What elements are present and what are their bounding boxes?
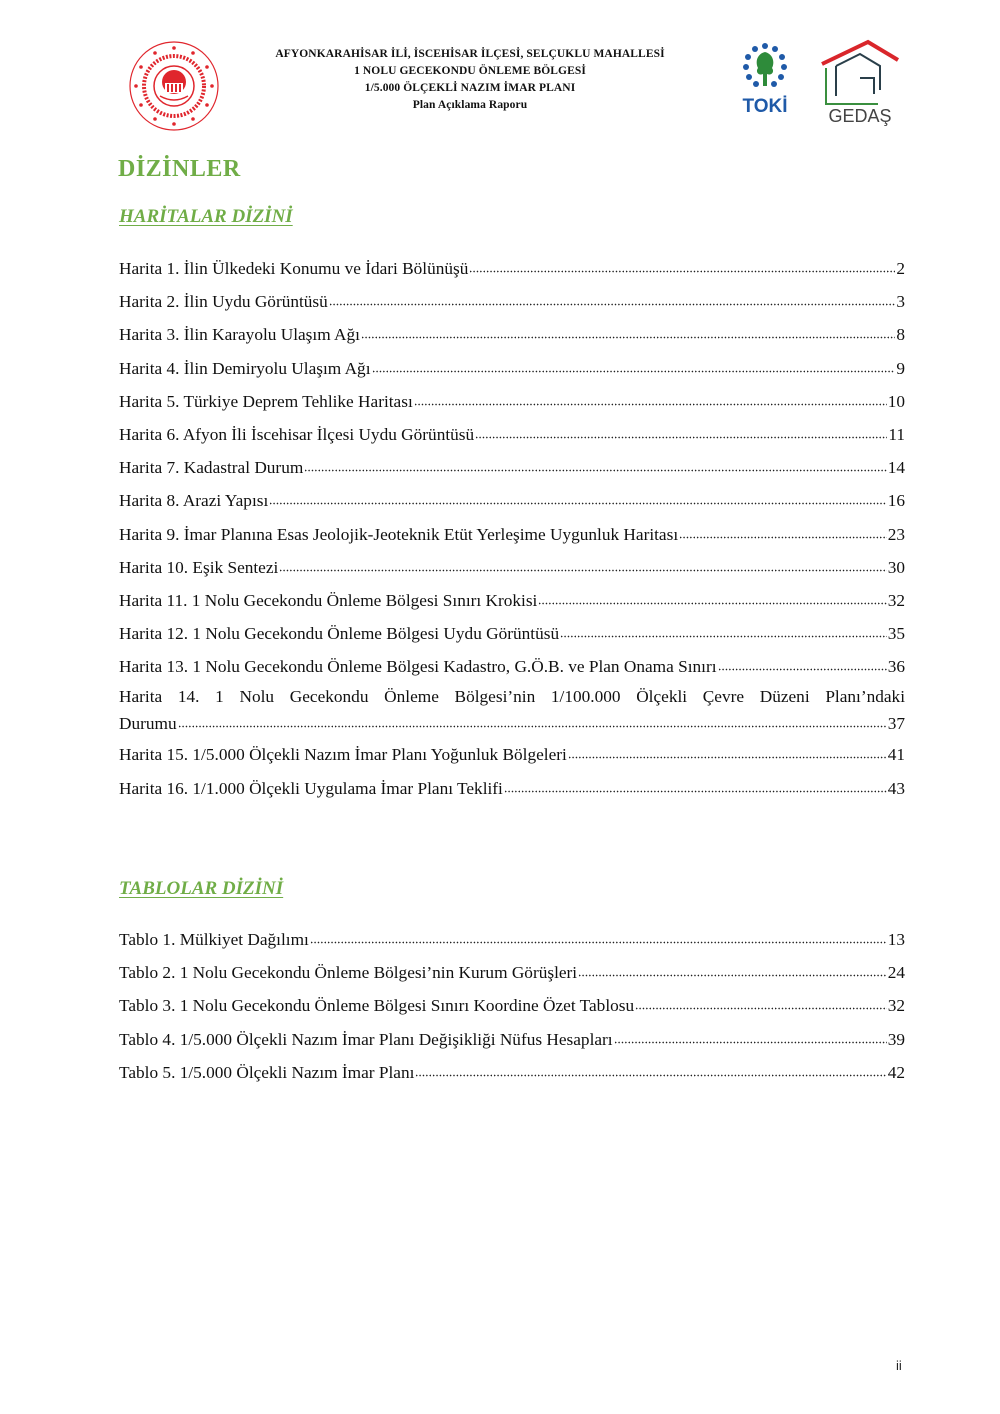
toc-entry-label: Harita 4. İlin Demiryolu Ulaşım Ağı — [119, 358, 371, 378]
dot-leader — [304, 456, 886, 476]
toc-entry-page: 24 — [887, 963, 905, 983]
dot-leader — [329, 290, 896, 310]
toc-entry-label: Harita 9. İmar Planına Esas Jeolojik-Jeoteknik Etüt Yerleşime Uygunluk Haritası — [119, 524, 679, 544]
toc-entry-label: Tablo 2. 1 Nolu Gecekondu Önleme Bölgesi’nin Kurum Görüşleri — [119, 963, 578, 983]
tables-index-list — [119, 925, 905, 1091]
toc-entry-label-continued: Durumu — [119, 714, 177, 734]
header-line-plan: 1/5.000 ÖLÇEKLİ NAZIM İMAR PLANI — [364, 82, 576, 94]
toc-entry-page: 35 — [887, 624, 905, 644]
toc-entry-label: Tablo 3. 1 Nolu Gecekondu Önleme Bölgesi Sınırı Koordine Özet Tablosu — [119, 996, 635, 1016]
toc-entry-page: 43 — [887, 778, 905, 798]
toc-entry-label: Harita 10. Eşik Sentezi — [119, 557, 279, 577]
toc-entry-label: Harita 6. Afyon İli İscehisar İlçesi Uydu Görüntüsü — [119, 424, 475, 444]
dot-leader — [568, 743, 887, 763]
tables-index-heading: TABLOLAR DİZİNİ — [119, 878, 284, 899]
toc-entry[interactable] — [119, 387, 905, 420]
dot-leader — [538, 589, 886, 609]
dot-leader — [718, 655, 887, 675]
toc-entry-label: Harita 15. 1/5.000 Ölçekli Nazım İmar Planı Yoğunluk Bölgeleri — [119, 745, 567, 765]
toc-entry-page: 8 — [896, 325, 905, 345]
toc-entry-label: Harita 2. İlin Uydu Görüntüsü — [119, 292, 328, 312]
dot-leader — [469, 257, 895, 277]
toc-entry-page: 36 — [887, 657, 905, 677]
toc-entry[interactable] — [119, 486, 905, 519]
header-line-report: Plan Açıklama Raporu — [412, 99, 528, 111]
toc-entry-label: Harita 8. Arazi Yapısı — [119, 491, 269, 511]
dot-leader — [504, 777, 887, 797]
toc-entry-page: 16 — [887, 491, 905, 511]
toc-entry-label: Harita 3. İlin Karayolu Ulaşım Ağı — [119, 325, 360, 345]
toc-entry-page: 41 — [887, 745, 905, 765]
toc-entry[interactable] — [119, 925, 905, 958]
dot-leader — [415, 1061, 886, 1081]
maps-index-list — [119, 254, 905, 807]
dot-leader — [614, 1028, 887, 1048]
toc-entry-label: Harita 16. 1/1.000 Ölçekli Uygulama İmar Planı Teklifi — [119, 778, 503, 798]
dot-leader — [578, 961, 887, 981]
toc-entry[interactable] — [119, 1025, 905, 1058]
toc-entry[interactable] — [119, 619, 905, 652]
dot-leader — [178, 712, 887, 732]
toc-entry-page: 13 — [887, 930, 905, 949]
toc-entry-page: 42 — [887, 1062, 905, 1082]
dot-leader — [475, 423, 887, 443]
maps-index-heading: HARİTALAR DİZİNİ — [119, 206, 293, 227]
toc-entry-page: 2 — [896, 259, 905, 278]
toc-entry-page: 39 — [887, 1029, 905, 1049]
dot-leader — [635, 994, 887, 1014]
toc-entry-page: 30 — [887, 557, 905, 577]
toc-entry[interactable] — [119, 287, 905, 320]
dot-leader — [279, 556, 886, 576]
dot-leader — [414, 390, 887, 410]
toc-entry[interactable] — [119, 354, 905, 387]
dot-leader — [560, 622, 887, 642]
toc-entry[interactable] — [119, 586, 905, 619]
toc-entry[interactable] — [119, 320, 905, 353]
page-header — [0, 0, 1000, 140]
toc-entry-label: Harita 1. İlin Ülkedeki Konumu ve İdari Bölünüşü — [119, 259, 469, 278]
dot-leader — [269, 489, 886, 509]
toc-entry[interactable] — [119, 774, 905, 807]
toc-entry[interactable] — [119, 685, 905, 740]
toc-entry[interactable] — [119, 420, 905, 453]
toc-entry-page: 37 — [887, 714, 905, 734]
toc-entry-label: Harita 7. Kadastral Durum — [119, 458, 304, 478]
dot-leader — [310, 928, 887, 948]
toc-entry[interactable] — [119, 652, 905, 685]
toc-entry-label: Tablo 1. Mülkiyet Dağılımı — [119, 930, 309, 949]
dot-leader — [361, 323, 895, 343]
toc-entry[interactable] — [119, 553, 905, 586]
toc-entry-label: Harita 5. Türkiye Deprem Tehlike Haritası — [119, 391, 413, 411]
gedas-logo-icon — [818, 38, 902, 136]
toc-entry[interactable] — [119, 520, 905, 553]
toc-entry-label: Tablo 4. 1/5.000 Ölçekli Nazım İmar Planı Değişikliği Nüfus Hesapları — [119, 1029, 613, 1049]
toc-entry[interactable] — [119, 958, 905, 991]
toki-logo-text: TOKİ — [742, 96, 788, 117]
toc-entry-label: Harita 13. 1 Nolu Gecekondu Önleme Bölgesi Kadastro, G.Ö.B. ve Plan Onama Sınırı — [119, 657, 717, 677]
dot-leader — [372, 357, 896, 377]
toc-entry[interactable] — [119, 254, 905, 287]
toc-entry-page: 9 — [896, 358, 905, 378]
report-header-text — [230, 46, 710, 114]
toc-entry[interactable] — [119, 1058, 905, 1091]
toc-entry-page: 14 — [887, 458, 905, 478]
gedas-logo-text: GEDAŞ — [828, 106, 892, 126]
toc-entry-page: 11 — [888, 424, 905, 444]
dot-leader — [679, 523, 887, 543]
header-line-province: AFYONKARAHİSAR İLİ, İSCEHİSAR İLÇESİ, SELÇUKLU MAHALLESİ — [275, 48, 665, 60]
toki-logo-icon — [735, 40, 795, 120]
ministry-seal-icon — [124, 38, 224, 134]
toc-entry-page: 23 — [887, 524, 905, 544]
toc-entry-page: 32 — [887, 996, 905, 1016]
toc-entry-page: 32 — [887, 590, 905, 610]
toc-entry[interactable] — [119, 740, 905, 773]
toc-entry-label: Harita 11. 1 Nolu Gecekondu Önleme Bölgesi Sınırı Krokisi — [119, 590, 538, 610]
toc-entry-label: Harita 14. 1 Nolu Gecekondu Önleme Bölgesi’nin 1/100.000 Ölçekli Çevre Düzeni Planı’ndaki — [119, 687, 905, 707]
toc-entry-page: 10 — [887, 391, 905, 411]
page-number: ii — [896, 1358, 902, 1373]
toc-entry-page: 3 — [896, 292, 905, 312]
toc-entry[interactable] — [119, 453, 905, 486]
toc-entry[interactable] — [119, 991, 905, 1024]
page-title: DİZİNLER — [118, 156, 241, 182]
toc-entry-label: Harita 12. 1 Nolu Gecekondu Önleme Bölgesi Uydu Görüntüsü — [119, 624, 560, 644]
toc-entry-label: Tablo 5. 1/5.000 Ölçekli Nazım İmar Planı — [119, 1062, 415, 1082]
header-line-zone: 1 NOLU GECEKONDU ÖNLEME BÖLGESİ — [354, 65, 586, 77]
